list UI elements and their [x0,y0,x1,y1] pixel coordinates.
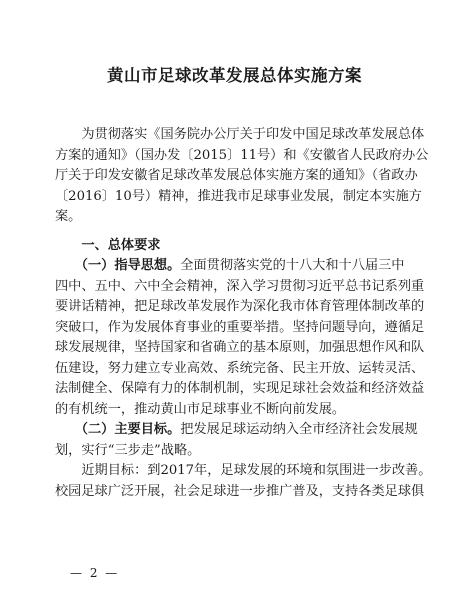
guiding-line [55,256,435,277]
goals-paragraph [55,420,435,461]
intro-paragraph [55,125,435,228]
nearterm-line: 校园足球广泛开展，社会足球进一步推广普及，支持各类足球俱 [55,483,425,499]
guiding-label: （一）指导思想。 [55,258,181,273]
nearterm-line: 近期目标：到2017年，足球发展的环境和氛围进一步改善。 [55,463,432,478]
intro-line: 方案的通知》（国办发〔2015〕11号）和《安徽省人民政府办公 [55,147,429,163]
guiding-line: 伍建设，努力建立专业高效、系统完备、民主开放、运转灵活、 [55,360,425,376]
section-heading [55,236,435,257]
guiding-paragraph [55,256,435,420]
intro-line: 案。 [55,209,82,224]
guiding-line: 突破口，作为发展体育事业的重要举措。坚持问题导向，遵循足 [55,319,425,335]
guiding-line: 四中、五中、六中全会精神，深入学习贯彻习近平总书记系列重 [55,278,425,294]
goals-text: 把发展足球运动纳入全市经济社会发展规 [180,422,418,437]
goals-line: 划，实行“三步走”战略。 [55,442,201,458]
goals-label: （二）主要目标。 [55,422,181,437]
intro-line: 〔2016〕10号）精神，推进我市足球事业发展，制定本实施方 [55,188,422,204]
intro-line: 厅关于印发安徽省足球改革发展总体实施方案的通知》（省政办 [55,168,418,183]
goals-line [55,420,435,441]
guiding-line: 法制健全、保障有力的体制机制，实现足球社会效益和经济效益 [55,381,425,396]
document-title: 黄山市足球改革发展总体实施方案 [107,66,362,85]
guiding-text: 全面贯彻落实党的十八大和十八届三中 [180,258,405,273]
nearterm-paragraph [55,461,435,502]
page-number: — 2 — [70,566,120,580]
intro-line: 为贯彻落实《国务院办公厅关于印发中国足球改革发展总体 [55,127,425,142]
guiding-line: 要讲话精神，把足球改革发展作为深化我市体育管理体制改革的 [55,299,425,314]
document-body [55,125,435,502]
spacer [55,228,435,236]
guiding-line: 球发展规律，坚持国家和省确立的基本原则，加强思想作风和队 [55,340,425,355]
guiding-line: 的有机统一，推动黄山市足球事业不断向前发展。 [55,401,346,417]
section1-heading: 一、总体要求 [55,237,161,253]
